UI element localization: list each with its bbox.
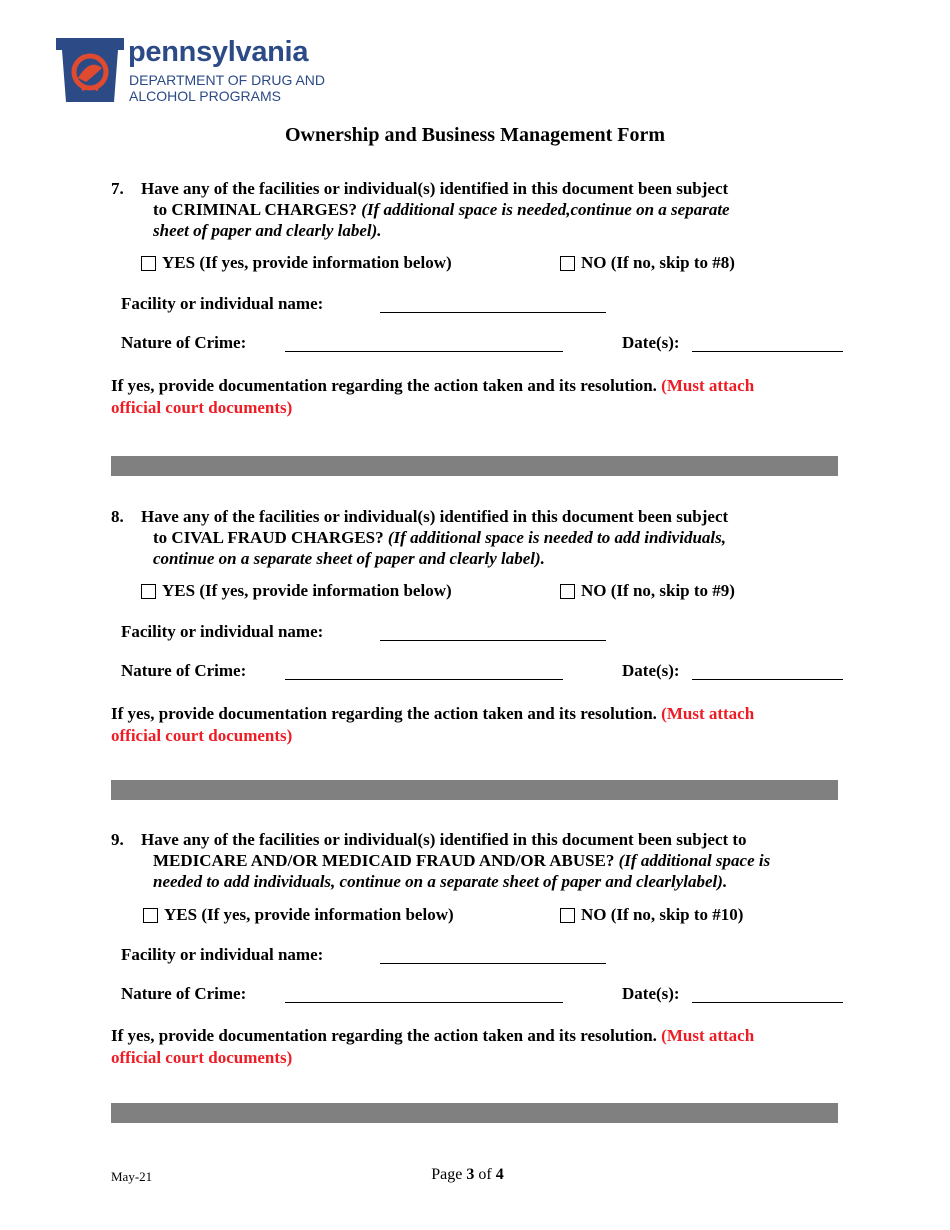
q8-crime-label: Nature of Crime:: [121, 661, 247, 680]
q9-yes-option[interactable]: YES (If yes, provide information below): [143, 905, 454, 925]
page-number: Page 3 of 4: [431, 1166, 504, 1183]
q9-dates-label: Date(s):: [622, 984, 680, 1003]
question-8: 8. Have any of the facilities or individual(s) identified in this document been subject to CIVAL FRAUD CHARGES? (If additional space is needed to add individuals, continue on a separate sheet of paper and clearly label).: [111, 507, 729, 568]
q7-yes-checkbox[interactable]: [141, 256, 156, 271]
footer-date: May-21: [111, 1169, 153, 1184]
section-divider: [111, 456, 838, 476]
q7-note: If yes, provide documentation regarding the action taken and its resolution. (Must attach official court documents): [111, 376, 755, 417]
q8-note: If yes, provide documentation regarding the action taken and its resolution. (Must attach official court documents): [111, 704, 755, 745]
q8-dates-field[interactable]: [692, 679, 843, 680]
q7-facility-label: Facility or individual name:: [121, 294, 324, 313]
q8-no-option[interactable]: NO (If no, skip to #9): [560, 581, 735, 601]
q8-facility-label: Facility or individual name:: [121, 622, 324, 641]
question-9: 9. Have any of the facilities or individual(s) identified in this document been subject to MEDICARE AND/OR MEDICAID FRAUD AND/OR ABUSE? (If additional space is needed to add individuals, continue on a separate sheet of paper and clearlylabel).: [111, 830, 771, 891]
q9-dates-field[interactable]: [692, 1002, 843, 1003]
question-7: 7. Have any of the facilities or individual(s) identified in this document been subject to CRIMINAL CHARGES? (If additional space is needed,continue on a separate sheet of paper and clearly label).: [111, 179, 730, 240]
form-title: Ownership and Business Management Form: [284, 124, 666, 146]
q8-yes-option[interactable]: YES (If yes, provide information below): [141, 581, 452, 601]
q9-facility-label: Facility or individual name:: [121, 945, 324, 964]
q7-crime-field[interactable]: [285, 351, 563, 352]
logo-subtitle: DEPARTMENT OF DRUG AND ALCOHOL PROGRAMS: [129, 72, 326, 104]
q8-crime-field[interactable]: [285, 679, 563, 680]
q9-crime-field[interactable]: [285, 1002, 563, 1003]
q9-no-checkbox[interactable]: [560, 908, 575, 923]
q7-crime-label: Nature of Crime:: [121, 333, 247, 352]
q9-note: If yes, provide documentation regarding the action taken and its resolution. (Must attach official court documents): [111, 1026, 755, 1067]
q9-crime-label: Nature of Crime:: [121, 984, 247, 1003]
q9-facility-field[interactable]: [380, 963, 606, 964]
q8-facility-field[interactable]: [380, 640, 606, 641]
q7-no-option[interactable]: NO (If no, skip to #8): [560, 253, 735, 273]
section-divider: [111, 1103, 838, 1123]
q7-facility-field[interactable]: [380, 312, 606, 313]
q7-no-checkbox[interactable]: [560, 256, 575, 271]
q9-no-option[interactable]: NO (If no, skip to #10): [560, 905, 743, 925]
q8-dates-label: Date(s):: [622, 661, 680, 680]
q9-yes-checkbox[interactable]: [143, 908, 158, 923]
section-divider: [111, 780, 838, 800]
q7-dates-label: Date(s):: [622, 333, 680, 352]
q7-dates-field[interactable]: [692, 351, 843, 352]
logo-title: pennsylvania: [128, 36, 309, 68]
q8-no-checkbox[interactable]: [560, 584, 575, 599]
q7-yes-option[interactable]: YES (If yes, provide information below): [141, 253, 452, 273]
q8-yes-checkbox[interactable]: [141, 584, 156, 599]
